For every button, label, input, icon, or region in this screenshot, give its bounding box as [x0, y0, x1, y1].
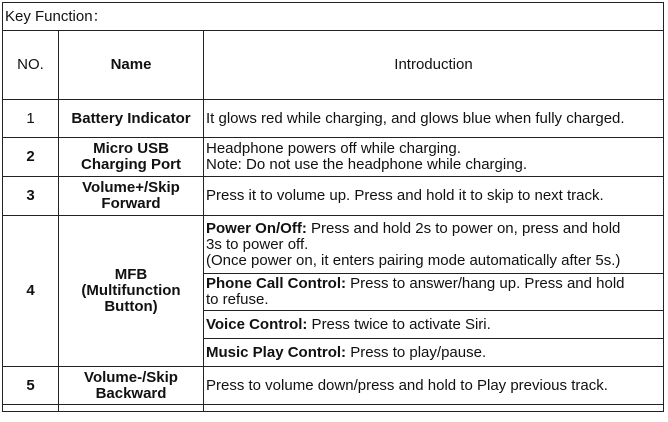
- intro-line: to refuse.: [206, 291, 269, 308]
- row-name-line: (Multifunction: [81, 282, 181, 299]
- intro-line: (Once power on, it enters pairing mode automatically after 5s.): [206, 251, 621, 269]
- header-row: [3, 31, 664, 100]
- empty-cell: [204, 405, 664, 412]
- table-row: [3, 138, 664, 177]
- row-number: 1: [3, 100, 59, 138]
- table-row: [3, 100, 664, 138]
- empty-cell: [3, 405, 59, 412]
- subrow-label: Music Play Control:: [206, 343, 347, 361]
- row-name-line: Button): [104, 298, 158, 315]
- intro-line: Press and hold 2s to power on, press and hold: [306, 219, 621, 237]
- intro-line: Press twice to activate Siri.: [307, 315, 491, 333]
- row-name-line: MFB: [114, 266, 148, 283]
- subrow-label: Power On/Off:: [206, 219, 307, 237]
- row-number: 3: [3, 177, 59, 216]
- table-row-tail: [3, 405, 664, 412]
- subrow-introduction: [204, 311, 664, 339]
- table-row: [3, 216, 664, 274]
- row-introduction: Press to volume down/press and hold to Play previous track.: [204, 367, 664, 405]
- row-name: [59, 177, 204, 216]
- row-introduction: Press it to volume up. Press and hold it to skip to next track.: [204, 177, 664, 216]
- row-name-line: Backward: [95, 384, 167, 402]
- header-name: Name: [59, 31, 204, 100]
- row-number: 4: [3, 216, 59, 367]
- row-name: [59, 138, 204, 177]
- row-name-line: Volume-/Skip: [84, 368, 178, 386]
- header-no: NO.: [3, 31, 59, 100]
- subrow-label: Voice Control:: [206, 315, 308, 333]
- row-name: [59, 367, 204, 405]
- empty-cell: [59, 405, 204, 412]
- table-row: [3, 367, 664, 405]
- row-name-line: Micro USB: [93, 140, 169, 157]
- row-name-line: Charging Port: [81, 156, 181, 173]
- subrow-introduction: [204, 216, 664, 274]
- table-caption: Key Function：: [2, 2, 664, 30]
- row-name-line: Forward: [101, 195, 161, 212]
- row-name: Battery Indicator: [59, 100, 204, 138]
- intro-line: Note: Do not use the headphone while charging.: [206, 156, 528, 173]
- intro-line: Headphone powers off while charging.: [206, 140, 461, 157]
- subrow-introduction: [204, 274, 664, 311]
- row-name: [59, 216, 204, 367]
- intro-line: Press to answer/hang up. Press and hold: [346, 275, 625, 292]
- row-introduction: [204, 138, 664, 177]
- intro-line: Press to play/pause.: [346, 343, 487, 361]
- intro-line: 3s to power off.: [206, 235, 309, 253]
- row-introduction: It glows red while charging, and glows blue when fully charged.: [204, 100, 664, 138]
- row-number: 5: [3, 367, 59, 405]
- subrow-label: Phone Call Control:: [206, 275, 346, 292]
- header-introduction: Introduction: [204, 31, 664, 100]
- key-function-document: [2, 2, 666, 422]
- subrow-introduction: [204, 339, 664, 367]
- table-row: [3, 177, 664, 216]
- row-name-line: Volume+/Skip: [82, 179, 180, 196]
- row-number: 2: [3, 138, 59, 177]
- key-function-table: [2, 30, 664, 412]
